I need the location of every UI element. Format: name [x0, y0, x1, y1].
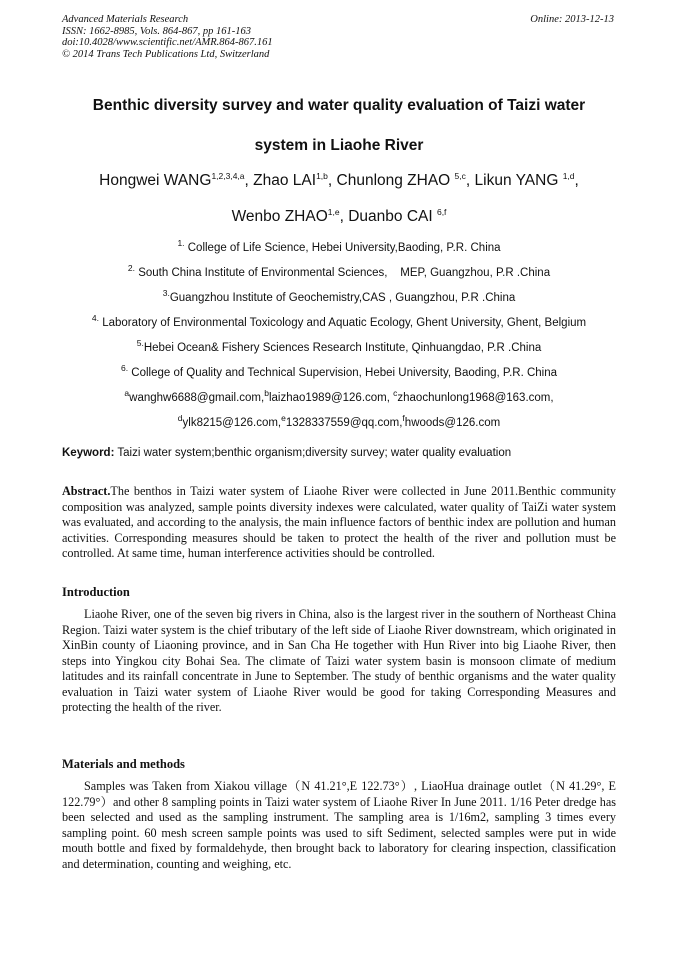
methods-paragraph: Samples was Taken from Xiakou village（N 41.21°,E 122.73°）, LiaoHua drainage outlet（N 41.29°, E 122.79°）and other 8 sampling points in Taizi water system of Liaohe River In June 2011. 1/16 Peter dredge has been selected and used as the sampling instrument. The sampling area is 1/16m2, sampling 3 times every sampling point. 60 mesh screen sample points was used to sift Sediment, selected samples were put in wide mouth bottle and fixed by formaldehyde, then brought back to laboratory for clearing inspection, classification and determination, counting and weighing, etc.	[62, 779, 616, 871]
email-sup: e	[281, 413, 286, 424]
title-line-2: system in Liaohe River	[254, 137, 424, 154]
author-sep: ,	[327, 172, 337, 189]
author-sep: ,	[244, 172, 254, 189]
author-sep: ,	[574, 172, 579, 189]
copyright: © 2014 Trans Tech Publications Ltd, Switzerland	[62, 48, 270, 60]
keyword-line	[62, 447, 617, 459]
author-sep: ,	[465, 172, 475, 189]
doi: doi:10.4028/www.scientific.net/AMR.864-867.161	[62, 37, 273, 48]
email-sup: f	[402, 413, 405, 424]
affiliation-text: Hebei Ocean& Fishery Sciences Research Institute, Qinhuangdao, P.R .China	[143, 342, 542, 354]
author-sup: 1,e	[327, 206, 340, 217]
author-name: Chunlong ZHAO	[336, 172, 455, 189]
affiliation-sup: 5.	[136, 338, 144, 349]
affiliation-list	[30, 236, 648, 436]
journal-header	[62, 14, 273, 60]
author-list	[40, 163, 638, 235]
issn: ISSN: 1662-8985, Vols. 864-867, pp 161-163	[62, 25, 251, 37]
email-line-2	[30, 411, 648, 436]
affiliation-sup: 2.	[127, 263, 135, 274]
affiliation	[30, 361, 648, 386]
affiliation-text: Laboratory of Environmental Toxicology and Aquatic Ecology, Ghent University, Ghent, Belgium	[99, 317, 587, 329]
email-link[interactable]: zhaochunlong1968@163.com,	[397, 392, 554, 404]
affiliation-sup: 3.	[162, 288, 170, 299]
affiliation-text: College of Life Science, Hebei University,Baoding, P.R. China	[184, 242, 501, 254]
author-name: Duanbo CAI	[348, 208, 437, 225]
keyword-text: Taizi water system;benthic organism;diversity survey; water quality evaluation	[114, 447, 512, 459]
email-sup: c	[393, 388, 398, 399]
keyword-label: Keyword:	[62, 447, 115, 459]
email-link[interactable]: wanghw6688@gmail.com,	[129, 392, 265, 404]
email-link[interactable]: laizhao1989@126.com,	[268, 392, 394, 404]
title-line-1: Benthic diversity survey and water quality evaluation of Taizi water	[92, 97, 586, 114]
abstract-text: The benthos in Taizi water system of Liaohe River were collected in June 2011.Benthic community composition was analyzed, sample points diversity indexes were calculated, water quality of TaiZi water system was evaluated, and according to the analysis, the main influence factors of benthic index are pollution and human activities. Corresponding measures should be taken to protect the health of the river and pollution must be controlled. At same time, human interference activities should be controlled.	[62, 484, 616, 560]
affiliation-text: College of Quality and Technical Supervision, Hebei University, Baoding, P.R. China	[128, 367, 558, 379]
paper-title	[40, 86, 638, 166]
affiliation	[30, 286, 648, 311]
abstract	[62, 484, 616, 562]
affiliation	[30, 311, 648, 336]
author-sup: 1,d	[562, 170, 575, 181]
introduction-heading: Introduction	[62, 585, 130, 599]
abstract-label: Abstract.	[62, 484, 111, 498]
author-sup: 5,c	[454, 170, 466, 181]
affiliation-sup: 6.	[120, 363, 129, 374]
author-sep: ,	[339, 208, 349, 225]
author-line-2	[40, 199, 638, 235]
email-link[interactable]: hwoods@126.com	[404, 417, 501, 429]
author-sup: 1,2,3,4,a	[211, 170, 245, 181]
introduction-paragraph: Liaohe River, one of the seven big rivers in China, also is the largest river in the southern of Northeast China Region. Taizi water system is the chief tributary of the left side of Liaohe River downstream, which originated in XinBin county of Liaoning province, and in San Cha He together with Hun River into big Liaohe River, then steps into Yingkou city Bohai Sea. The climate of Taizi water system basin is monsoon climate of medium latitudes and its rainfall concentrate in June to September. The study of benthic organisms and the water quality evaluation in Taizi water system of Liaohe River would be good for taking Corresponding Measures and protecting the health of the river.	[62, 607, 616, 714]
affiliation-sup: 4.	[91, 313, 99, 324]
affiliation-sup: 1.	[177, 238, 185, 249]
email-line-1	[30, 386, 648, 411]
email-link[interactable]: ylk8215@126.com,	[182, 417, 282, 429]
affiliation-text: South China Institute of Environmental Sciences, MEP, Guangzhou, P.R .China	[135, 267, 551, 279]
affiliation	[30, 261, 648, 286]
journal-name: Advanced Materials Research	[62, 14, 189, 25]
author-line-1	[40, 163, 638, 199]
author-name: Likun YANG	[474, 172, 563, 189]
email-sup: d	[177, 413, 183, 424]
author-name: Zhao LAI	[253, 172, 317, 189]
author-name: Wenbo ZHAO	[231, 208, 328, 225]
email-sup: b	[264, 388, 269, 399]
email-sup: a	[124, 388, 130, 399]
affiliation	[30, 236, 648, 261]
email-link[interactable]: 1328337559@qq.com,	[285, 417, 403, 429]
methods-heading: Materials and methods	[62, 757, 185, 771]
author-sup: 6,f	[436, 206, 447, 217]
affiliation-text: Guangzhou Institute of Geochemistry,CAS , Guangzhou, P.R .China	[169, 292, 516, 304]
affiliation	[30, 336, 648, 361]
author-sup: 1,b	[316, 170, 328, 181]
author-name: Hongwei WANG	[99, 172, 212, 189]
online-date: Online: 2013-12-13	[530, 14, 614, 25]
